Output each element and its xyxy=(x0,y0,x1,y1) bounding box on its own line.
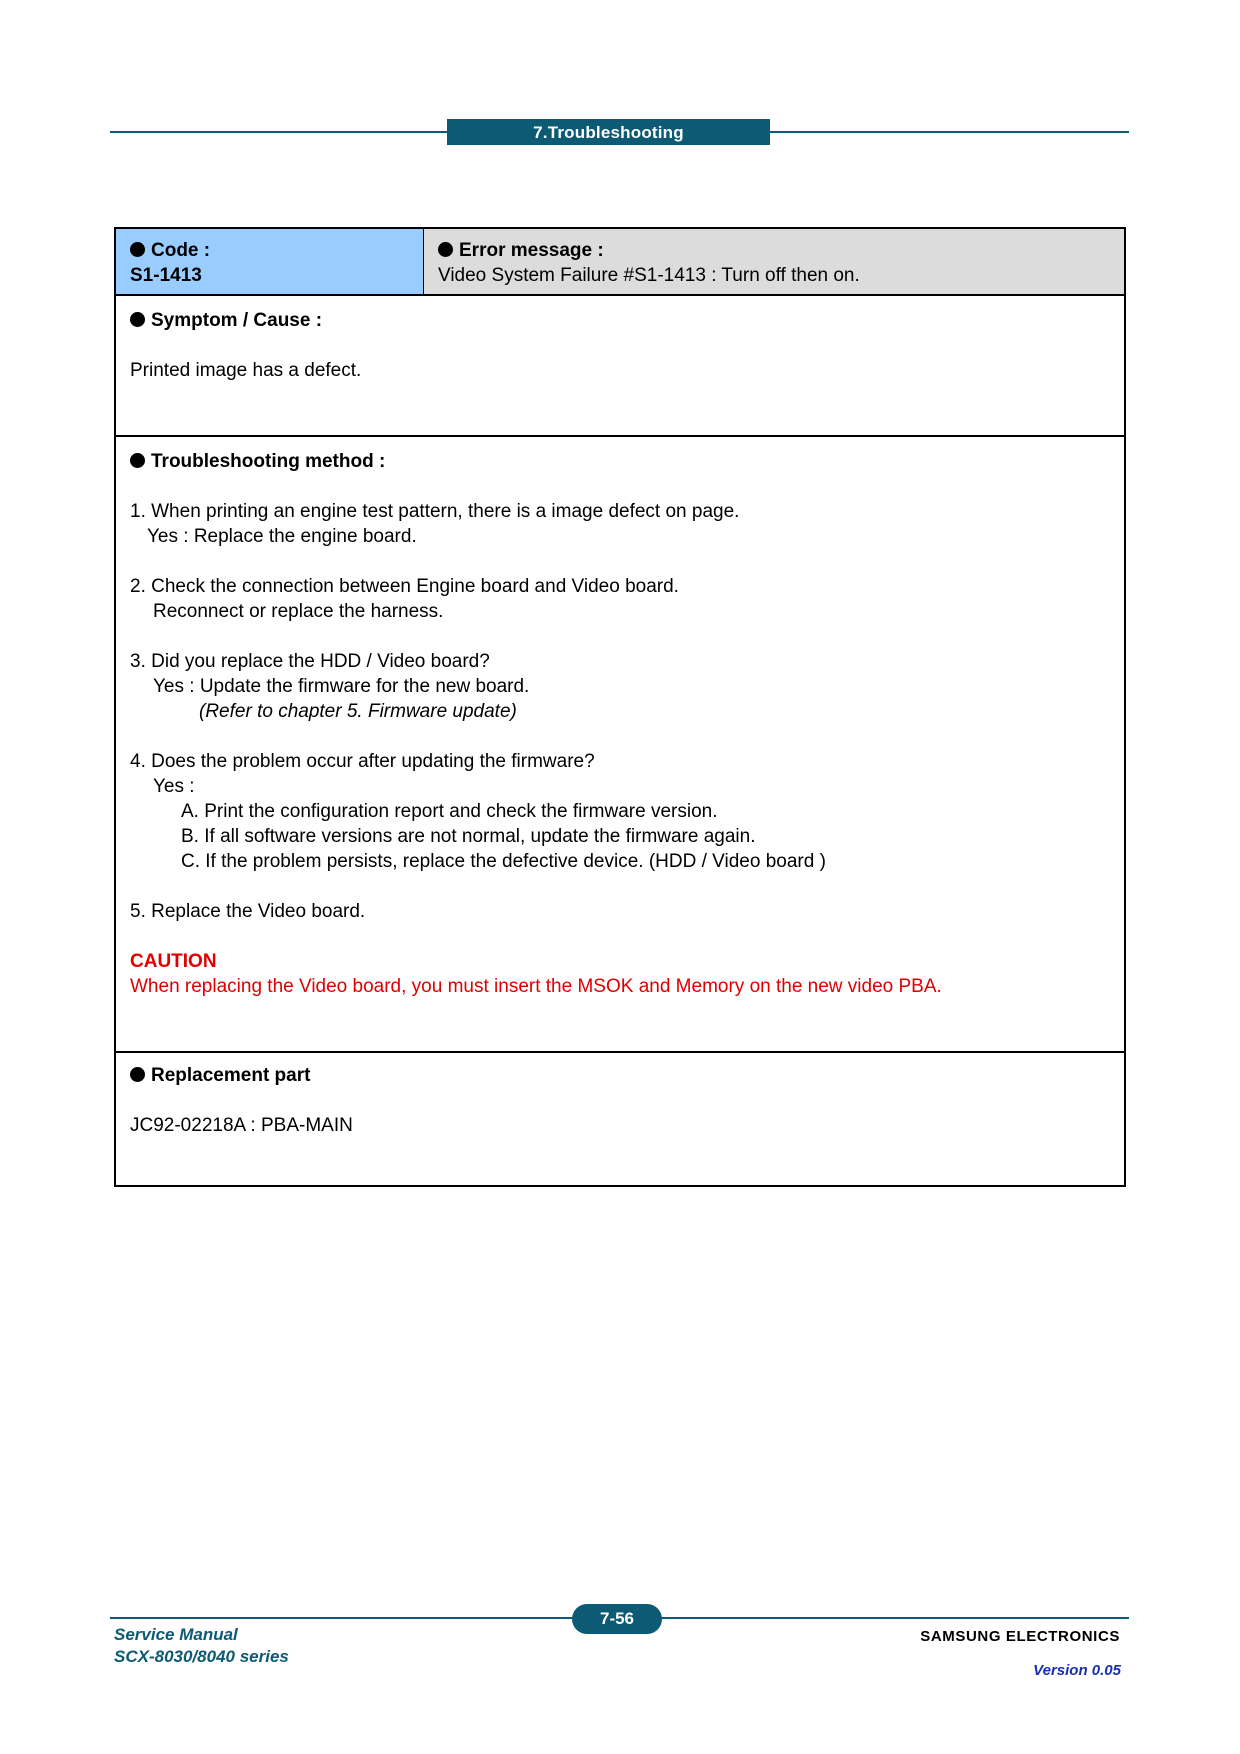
error-message-cell xyxy=(424,229,1124,294)
caution-title: CAUTION xyxy=(130,951,217,972)
troubleshooting-heading: Troubleshooting method : xyxy=(151,451,386,472)
replacement-section xyxy=(116,1053,1124,1185)
step-3-reference: (Refer to chapter 5. Firmware update) xyxy=(199,701,517,722)
step-5: 5. Replace the Video board. xyxy=(130,901,366,922)
bullet-icon xyxy=(130,1067,145,1082)
caution-text: When replacing the Video board, you must insert the MSOK and Memory on the new video PBA. xyxy=(130,976,942,997)
footer-series: SCX-8030/8040 series xyxy=(114,1647,289,1666)
footer-version: Version 0.05 xyxy=(1033,1662,1121,1679)
troubleshooting-section xyxy=(116,437,1124,1053)
step-4-a: A. Print the configuration report and check the firmware version. xyxy=(181,801,718,822)
footer-company: SAMSUNG ELECTRONICS xyxy=(920,1628,1120,1645)
error-label: Error message : xyxy=(459,240,604,261)
error-message-text: Video System Failure #S1-1413 : Turn off then on. xyxy=(438,265,860,286)
code-label: Code : xyxy=(151,240,211,261)
replacement-text: JC92-02218A : PBA-MAIN xyxy=(130,1115,353,1136)
page-number-badge: 7-56 xyxy=(572,1604,662,1634)
bullet-icon xyxy=(438,242,453,257)
code-cell xyxy=(116,229,424,294)
step-2-sub: Reconnect or replace the harness. xyxy=(153,601,444,622)
section-tab: 7.Troubleshooting xyxy=(447,119,770,145)
replacement-heading: Replacement part xyxy=(151,1065,311,1086)
bullet-icon xyxy=(130,312,145,327)
step-4: 4. Does the problem occur after updating the firmware? xyxy=(130,751,595,772)
footer-manual: Service Manual xyxy=(114,1625,238,1644)
bullet-icon xyxy=(130,242,145,257)
bullet-icon xyxy=(130,453,145,468)
symptom-text: Printed image has a defect. xyxy=(130,360,362,381)
code-error-row xyxy=(116,229,1124,296)
footer-manual-info xyxy=(114,1624,289,1668)
step-3-yes: Yes : Update the firmware for the new board. xyxy=(153,676,530,697)
step-1: 1. When printing an engine test pattern, there is a image defect on page. xyxy=(130,501,740,522)
step-3: 3. Did you replace the HDD / Video board? xyxy=(130,651,490,672)
symptom-heading: Symptom / Cause : xyxy=(151,310,323,331)
symptom-section xyxy=(116,296,1124,437)
step-1-yes: Yes : Replace the engine board. xyxy=(147,526,417,547)
step-4-b: B. If all software versions are not normal, update the firmware again. xyxy=(181,826,756,847)
troubleshooting-table xyxy=(114,227,1126,1187)
step-2: 2. Check the connection between Engine board and Video board. xyxy=(130,576,679,597)
code-value: S1-1413 xyxy=(130,265,202,286)
step-4-c: C. If the problem persists, replace the defective device. (HDD / Video board ) xyxy=(181,851,826,872)
step-4-yes: Yes : xyxy=(153,776,195,797)
